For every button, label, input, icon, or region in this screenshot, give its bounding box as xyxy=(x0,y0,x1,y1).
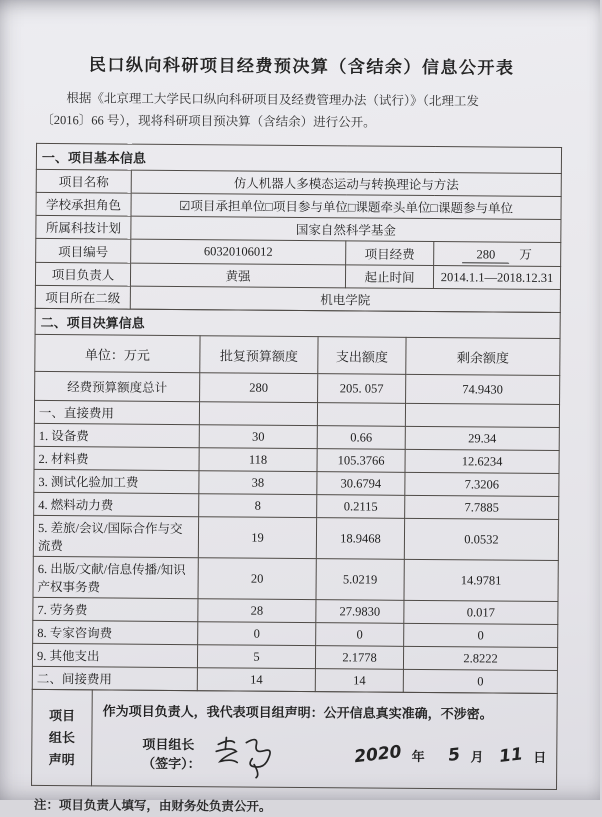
day-unit: 日 xyxy=(533,749,547,765)
remaining-value: 7.7885 xyxy=(405,495,559,519)
row-label: 经费预算额度总计 xyxy=(35,371,200,401)
spent-value: 0 xyxy=(316,623,404,647)
spent-value: 0.2115 xyxy=(317,495,405,519)
basic-info-table xyxy=(35,143,562,313)
settlement-table xyxy=(32,308,561,694)
budget-value: 28 xyxy=(198,599,316,623)
page-title: 民口纵向科研项目经费预决算（含结余）信息公开表 xyxy=(88,55,515,78)
remaining-value: 14.9781 xyxy=(404,559,558,601)
row-label: 2. 材料费 xyxy=(34,446,199,470)
project-no-value: 60320106012 xyxy=(131,239,346,265)
month-unit: 月 xyxy=(470,748,484,764)
sign-label: 项目组长（签字）： xyxy=(142,736,201,772)
table-row xyxy=(33,556,558,601)
funding-amount: 280 xyxy=(463,247,510,263)
settlement-column-headers xyxy=(35,334,560,375)
declaration-label-line: 声明 xyxy=(48,751,75,767)
budget-value: 19 xyxy=(198,517,316,559)
field-label: 项目编号 xyxy=(36,238,131,263)
remaining-value: 74.9430 xyxy=(406,374,560,404)
signature-scribble xyxy=(210,734,288,779)
remaining-value: 0.0532 xyxy=(404,518,558,560)
declaration-label xyxy=(32,689,93,785)
intro-line-1: 根据《北京理工大学民口纵向科研项目及经费管理办法（试行）》（北理工发 xyxy=(66,91,479,109)
intro-line-2: 〔2016〕66 号），现将科研项目预决算（含结余）进行公开。 xyxy=(41,112,376,130)
funding-value xyxy=(434,242,561,267)
field-label: 项目所在二级 xyxy=(35,285,130,309)
declaration-body xyxy=(92,690,558,790)
duration-value: 2014.1.1—2018.12.31 xyxy=(433,266,560,290)
section-title: 一、项目基本信息 xyxy=(36,143,561,173)
column-header-unit: 单位：万元 xyxy=(35,334,200,372)
declaration-label-line: 项目 xyxy=(49,707,76,723)
column-header-remaining: 剩余额度 xyxy=(406,337,560,375)
spent-value: 2.1778 xyxy=(315,646,403,670)
pi-value: 黄强 xyxy=(130,263,345,288)
spent-value: 205. 057 xyxy=(318,374,406,404)
spent-value: 30.6794 xyxy=(317,472,405,496)
declaration-statement: 作为项目负责人，我代表项目组声明：公开信息真实准确，不涉密。 xyxy=(102,703,493,722)
year-handwritten: 2020 xyxy=(353,741,403,768)
field-label: 学校承担角色 xyxy=(36,192,131,216)
spent-value: 105.3766 xyxy=(317,449,405,473)
school-role-checkboxes: ☑项目承担单位□项目参与单位□课题牵头单位□课题参与单位 xyxy=(131,193,561,219)
remaining-value: 0 xyxy=(404,623,558,647)
budget-value: 30 xyxy=(199,425,317,449)
column-header-spent: 支出额度 xyxy=(318,337,406,375)
spent-value: 5.0219 xyxy=(316,559,404,601)
project-name-value: 仿人机器人多模态运动与转换理论与方法 xyxy=(131,170,561,196)
table-row-declaration xyxy=(32,689,558,789)
spent-value: 0.66 xyxy=(317,426,405,450)
footnote: 注：项目负责人填写，由财务处负责公开。 xyxy=(33,797,272,814)
field-label: 起止时间 xyxy=(345,265,433,289)
declaration-table xyxy=(31,689,558,790)
day-handwritten: 11 xyxy=(498,744,525,767)
budget-value: 280 xyxy=(200,373,318,403)
program-value: 国家自然科学基金 xyxy=(131,216,561,242)
section-header-basic-info xyxy=(36,143,561,173)
funding-unit: 万 xyxy=(519,247,532,262)
row-label: 9. 其他支出 xyxy=(32,643,197,667)
remaining-value: 0 xyxy=(403,669,557,693)
signature-row xyxy=(142,734,546,775)
budget-value: 14 xyxy=(197,668,315,692)
section-header-settlement xyxy=(35,308,560,338)
field-label: 所属科技计划 xyxy=(36,215,131,239)
remaining-value: 0.017 xyxy=(404,600,558,624)
row-label: 7. 劳务费 xyxy=(33,597,198,621)
table-row xyxy=(33,515,558,560)
row-label: 1. 设备费 xyxy=(34,423,199,447)
section-title: 二、项目决算信息 xyxy=(35,308,560,338)
field-label: 项目名称 xyxy=(36,169,131,193)
row-label: 4. 燃料动力费 xyxy=(34,492,199,516)
year-unit: 年 xyxy=(411,748,425,764)
month-handwritten: 5 xyxy=(447,744,462,766)
spent-value: 27.9830 xyxy=(316,600,404,624)
column-header-budget: 批复预算额度 xyxy=(200,336,318,374)
department-value: 机电学院 xyxy=(130,286,560,312)
row-label: 8. 专家咨询费 xyxy=(33,620,198,644)
budget-value: 8 xyxy=(199,494,317,518)
date-written xyxy=(353,741,547,768)
row-label: 一、直接费用 xyxy=(34,400,199,424)
declaration-label-line: 组长 xyxy=(48,729,75,745)
row-label: 3. 测试化验加工费 xyxy=(34,469,199,493)
row-label: 二、间接费用 xyxy=(32,666,197,690)
remaining-value: 12.6234 xyxy=(405,449,559,473)
budget-value: 118 xyxy=(199,448,317,472)
row-label: 5. 差旅/会议/国际合作与交流费 xyxy=(33,515,198,557)
spent-value: 18.9468 xyxy=(316,518,404,560)
row-label: 6. 出版/文献/信息传播/知识产权事务费 xyxy=(33,556,198,598)
remaining-value: 7.3206 xyxy=(405,472,559,496)
budget-value: 20 xyxy=(198,558,316,600)
field-label: 项目经费 xyxy=(346,241,434,266)
table-row-total xyxy=(35,371,560,404)
budget-value: 5 xyxy=(197,645,315,669)
budget-value: 0 xyxy=(198,622,316,646)
field-label: 项目负责人 xyxy=(35,262,130,286)
spent-value: 14 xyxy=(315,669,403,693)
budget-value: 38 xyxy=(199,471,317,495)
intro-paragraph xyxy=(41,87,563,135)
remaining-value: 29.34 xyxy=(405,426,559,450)
remaining-value: 2.8222 xyxy=(403,646,557,670)
